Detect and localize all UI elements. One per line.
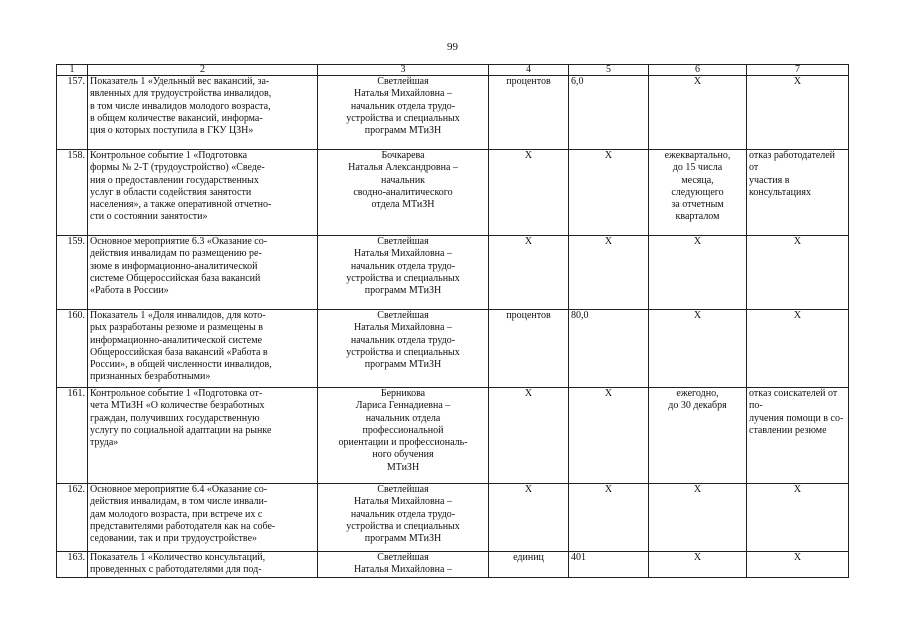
column-header-6: 6 bbox=[649, 65, 747, 76]
row-number: 163. bbox=[57, 552, 88, 578]
row-number: 162. bbox=[57, 484, 88, 552]
row-risk: Х bbox=[747, 236, 849, 310]
row-risk: Х bbox=[747, 310, 849, 388]
row-responsible: Светлейшая Наталья Михайловна – начальник отдела трудо- устройства и специальных программ МТиЗН bbox=[318, 484, 489, 552]
row-term: Х bbox=[649, 310, 747, 388]
row-term: Х bbox=[649, 76, 747, 150]
row-risk: Х bbox=[747, 552, 849, 578]
row-number: 157. bbox=[57, 76, 88, 150]
document-table bbox=[56, 64, 849, 578]
row-name: Показатель 1 «Доля инвалидов, для кото- рых разработаны резюме и размещены в информационно-аналитической системе Общероссийская база вакансий «Работа в России», в общей численности инвалидов, признанных безработными» bbox=[88, 310, 318, 388]
column-header-7: 7 bbox=[747, 65, 849, 76]
row-term: ежеквартально, до 15 числа месяца, следующего за отчетным кварталом bbox=[649, 150, 747, 236]
table-row bbox=[57, 150, 849, 236]
table-row bbox=[57, 236, 849, 310]
row-name: Контрольное событие 1 «Подготовка формы № 2-Т (трудоустройство) «Сведе- ния о предоставлении государственных услуг в области содействия занятости населения», а также оперативной отчетно- сти о состоянии занятости» bbox=[88, 150, 318, 236]
row-value: Х bbox=[569, 150, 649, 236]
column-header-1: 1 bbox=[57, 65, 88, 76]
row-number: 160. bbox=[57, 310, 88, 388]
row-unit: Х bbox=[489, 236, 569, 310]
row-value: 401 bbox=[569, 552, 649, 578]
page-number: 99 bbox=[447, 41, 458, 53]
row-unit: процентов bbox=[489, 76, 569, 150]
row-value: Х bbox=[569, 388, 649, 484]
row-value: 6,0 bbox=[569, 76, 649, 150]
row-name: Основное мероприятие 6.3 «Оказание со- действия инвалидам по размещению ре- зюме в информационно-аналитической системе Общероссийская база вакансий «Работа в России» bbox=[88, 236, 318, 310]
row-term: Х bbox=[649, 484, 747, 552]
row-unit: Х bbox=[489, 150, 569, 236]
row-unit: Х bbox=[489, 484, 569, 552]
row-responsible: Светлейшая Наталья Михайловна – начальник отдела трудо- устройства и специальных программ МТиЗН bbox=[318, 76, 489, 150]
table-row bbox=[57, 484, 849, 552]
row-unit: единиц bbox=[489, 552, 569, 578]
row-risk: отказ соискателей от по- лучения помощи в со- ставлении резюме bbox=[747, 388, 849, 484]
table-row bbox=[57, 310, 849, 388]
row-term: Х bbox=[649, 236, 747, 310]
row-value: Х bbox=[569, 236, 649, 310]
row-number: 159. bbox=[57, 236, 88, 310]
row-risk: Х bbox=[747, 484, 849, 552]
header-row bbox=[57, 65, 849, 76]
row-term: ежегодно, до 30 декабря bbox=[649, 388, 747, 484]
row-name: Основное мероприятие 6.4 «Оказание со- действия инвалидам, в том числе инвали- дам молодого возраста, при встрече их с представителями работодателя как на собе- седовании, так и при трудоустройстве» bbox=[88, 484, 318, 552]
row-unit: Х bbox=[489, 388, 569, 484]
row-risk: Х bbox=[747, 76, 849, 150]
row-unit: процентов bbox=[489, 310, 569, 388]
row-number: 158. bbox=[57, 150, 88, 236]
row-risk: отказ работодателей от участия в консультациях bbox=[747, 150, 849, 236]
row-responsible: Берникова Лариса Геннадиевна – начальник отдела профессиональной ориентации и профессиональ- ного обучения МТиЗН bbox=[318, 388, 489, 484]
row-responsible: Светлейшая Наталья Михайловна – начальник отдела трудо- устройства и специальных программ МТиЗН bbox=[318, 236, 489, 310]
column-header-5: 5 bbox=[569, 65, 649, 76]
row-responsible: Бочкарева Наталья Александровна – начальник сводно-аналитического отдела МТиЗН bbox=[318, 150, 489, 236]
table-row bbox=[57, 388, 849, 484]
column-header-4: 4 bbox=[489, 65, 569, 76]
table-row bbox=[57, 552, 849, 578]
column-header-3: 3 bbox=[318, 65, 489, 76]
row-responsible: Светлейшая Наталья Михайловна – bbox=[318, 552, 489, 578]
row-value: Х bbox=[569, 484, 649, 552]
column-header-2: 2 bbox=[88, 65, 318, 76]
table-row bbox=[57, 76, 849, 150]
row-name: Контрольное событие 1 «Подготовка от- чета МТиЗН «О количестве безработных граждан, получивших государственную услугу по социальной адаптации на рынке труда» bbox=[88, 388, 318, 484]
row-name: Показатель 1 «Удельный вес вакансий, за- явленных для трудоустройства инвалидов, в том числе инвалидов молодого возраста, в общем количестве вакансий, информа- ция о которых поступила в ГКУ ЦЗН» bbox=[88, 76, 318, 150]
row-term: Х bbox=[649, 552, 747, 578]
row-responsible: Светлейшая Наталья Михайловна – начальник отдела трудо- устройства и специальных программ МТиЗН bbox=[318, 310, 489, 388]
row-value: 80,0 bbox=[569, 310, 649, 388]
row-name: Показатель 1 «Количество консультаций, проведенных с работодателями для под- bbox=[88, 552, 318, 578]
row-number: 161. bbox=[57, 388, 88, 484]
